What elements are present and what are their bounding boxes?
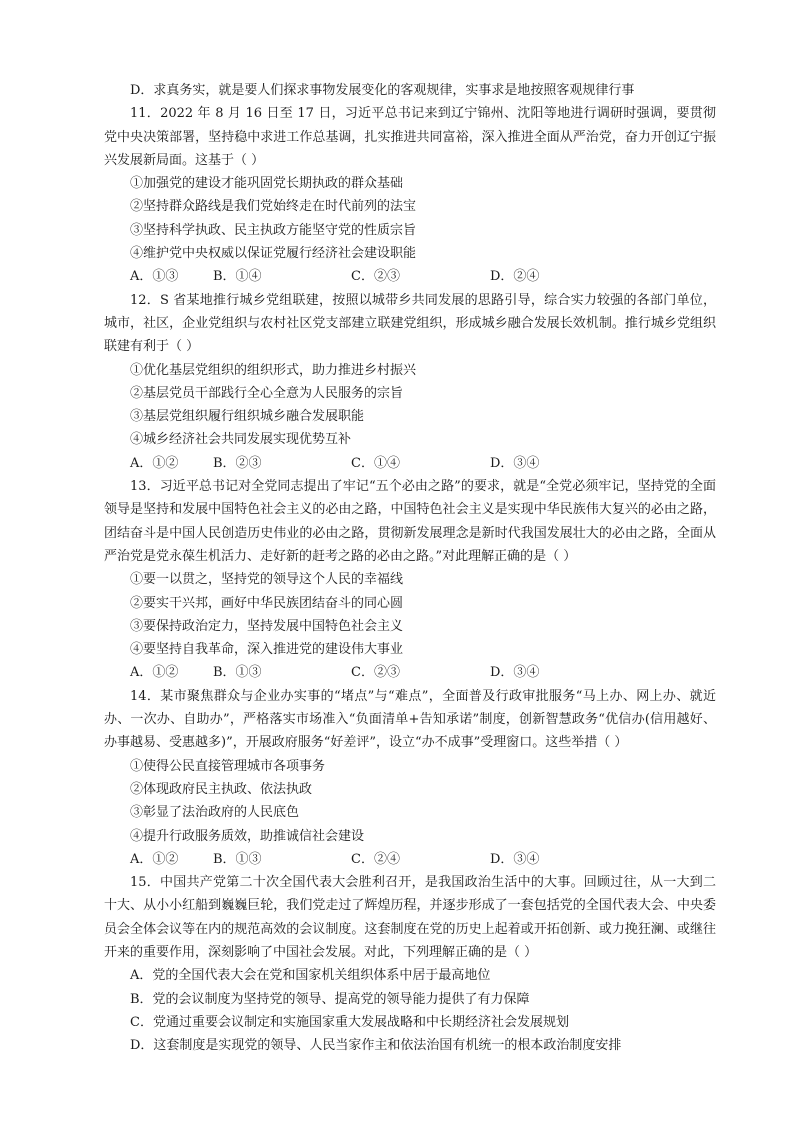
- q13-item-2: ②要实干兴邦，画好中华民族团结奋斗的同心圆: [130, 595, 404, 611]
- q11-option-d[interactable]: D．②④: [490, 269, 540, 285]
- q11-stem: 11．2022 年 8 月 16 日至 17 日，习近平总书记来到辽宁锦州、沈阳等地进行调研时强调，要贯彻党中央决策部署，坚持稳中求进工作总基调，扎实推进共同富裕，深入推进全面从严治党，奋力开创辽宁振兴发展新局面。这基于（ ）: [104, 106, 716, 168]
- q11-option-b[interactable]: B．①④: [213, 269, 262, 285]
- q13-option-a[interactable]: A．①②: [130, 665, 179, 681]
- q13-item-3: ③要保持政治定力，坚持发展中国特色社会主义: [130, 618, 404, 634]
- q13-item-4: ④要坚持自我革命，深入推进党的建设伟大事业: [130, 642, 404, 658]
- q12-options: [104, 452, 716, 475]
- q14-item-2: ②体现政府民主执政、依法执政: [130, 781, 313, 797]
- q13-stem: 13．习近平总书记对全党同志提出了牢记“五个必由之路”的要求，就是“全党必须牢记，坚持党的全面领导是坚持和发展中国特色社会主义的必由之路，中国特色社会主义是实现中华民族伟大复兴的必由之路，团结奋斗是中国人民创造历史伟业的必由之路，贯彻新发展理念是新时代我国发展壮大的必由之路，全面从严治党是党永葆生机活力、走好新的赶考之路的必由之路。”对此理解正确的是（ ）: [104, 479, 716, 564]
- q15-choice-d[interactable]: D．这套制度是实现党的领导、人民当家作主和依法治国有机统一的根本政治制度安排: [130, 1038, 622, 1054]
- q11-option-c[interactable]: C．②③: [351, 269, 400, 285]
- q11-options: [104, 265, 716, 288]
- q12-option-d[interactable]: D．③④: [490, 455, 540, 471]
- q15-choice-a[interactable]: A．党的全国代表大会在党和国家机关组织体系中居于最高地位: [130, 968, 491, 984]
- q14-item-1: ①使得公民直接管理城市各项事务: [130, 758, 326, 774]
- q13-options: [104, 661, 716, 684]
- q11-item-4: ④维护党中央权威以保证党履行经济社会建设职能: [130, 246, 417, 262]
- q14-option-b[interactable]: B．①③: [213, 851, 262, 867]
- q13-option-b[interactable]: B．①③: [213, 665, 262, 681]
- q11-option-a[interactable]: A．①③: [130, 269, 179, 285]
- q14-stem: 14．某市聚焦群众与企业办实事的“堵点”与“难点”，全面普及行政审批服务“马上办、网上办、就近办、一次办、自助办”，严格落实市场准入“负面清单+告知承诺”制度，创新智慧政务“优信办(信用越好、办事越易、受惠越多)”，开展政府服务“好差评”，设立“办不成事”受理窗口。这些举措（ ）: [104, 688, 716, 751]
- q10-option-d: D．求真务实，就是要人们探求事物发展变化的客观规律，实事求是地按照客观规律行事: [130, 83, 635, 98]
- q11-item-2: ②坚持群众路线是我们党始终走在时代前列的法宝: [130, 199, 417, 215]
- q12-option-a[interactable]: A．①②: [130, 455, 179, 471]
- q13-item-1: ①要一以贯之，坚持党的领导这个人民的幸福线: [130, 572, 404, 588]
- q12-option-c[interactable]: C．①④: [351, 455, 400, 471]
- q15-choice-c[interactable]: C．党通过重要会议制定和实施国家重大发展战略和中长期经济社会发展规划: [130, 1014, 569, 1030]
- q12-option-b[interactable]: B．②③: [213, 455, 262, 471]
- q15-stem: 15．中国共产党第二十次全国代表大会胜利召开，是我国政治生活中的大事。回顾过往，从一大到二十大、从小小红船到巍巍巨轮，我们党走过了辉煌历程，并逐步形成了一套包括党的全国代表大会、中央委员会全体会议等在内的规范高效的会议制度。这套制度在党的历史上起着或开拓创新、或力挽狂澜、或继往开来的重要作用，深刻影响了中国社会发展。对此，下列理解正确的是（ ）: [104, 875, 716, 960]
- q12-item-1: ①优化基层党组织的组织形式，助力推进乡村振兴: [130, 362, 417, 378]
- exam-content: [104, 79, 716, 1057]
- q12-stem: 12．S 省某地推行城乡党组联建，按照以城带乡共同发展的思路引导，综合实力较强的各部门单位，城市，社区，企业党组织与农村社区党支部建立联建党组织，形成城乡融合发展长效机制。推行城乡党组织联建有利于（ ）: [104, 292, 716, 355]
- q14-options: [104, 848, 716, 871]
- q14-item-4: ④提升行政服务质效，助推诚信社会建设: [130, 828, 365, 844]
- q14-option-c[interactable]: C．②④: [351, 851, 400, 867]
- q11-item-1: ①加强党的建设才能巩固党长期执政的群众基础: [130, 176, 404, 192]
- q12-item-3: ③基层党组织履行组织城乡融合发展职能: [130, 409, 365, 425]
- q11-item-3: ③坚持科学执政、民主执政方能坚守党的性质宗旨: [130, 222, 417, 238]
- q12-item-4: ④城乡经济社会共同发展实现优势互补: [130, 432, 352, 448]
- q14-option-d[interactable]: D．③④: [490, 851, 540, 867]
- q14-option-a[interactable]: A．①②: [130, 851, 179, 867]
- q13-option-d[interactable]: D．③④: [490, 665, 540, 681]
- q12-item-2: ②基层党员干部践行全心全意为人民服务的宗旨: [130, 385, 404, 401]
- q15-choice-b[interactable]: B．党的会议制度为坚持党的领导、提高党的领导能力提供了有力保障: [130, 991, 530, 1007]
- q13-option-c[interactable]: C．②③: [351, 665, 400, 681]
- q14-item-3: ③彰显了法治政府的人民底色: [130, 805, 300, 821]
